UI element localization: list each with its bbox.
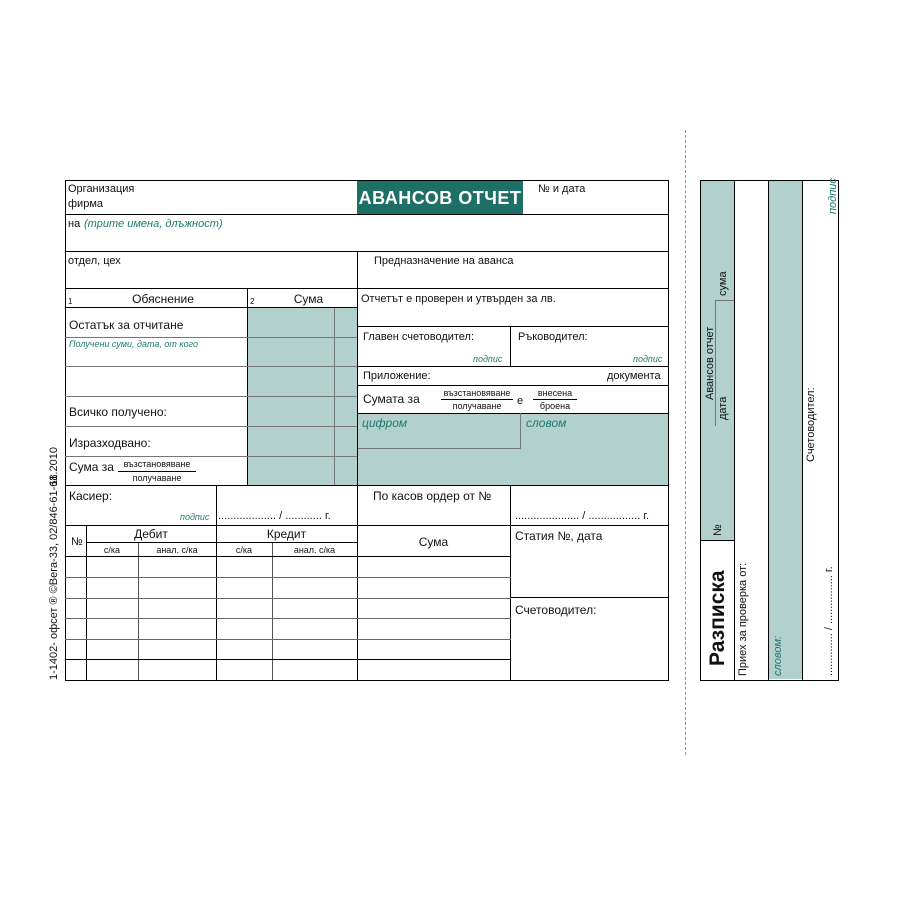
- receiving-label: получаване: [132, 473, 182, 483]
- attachment-label: Приложение:: [363, 370, 431, 382]
- receipt-date-line: .............. / ................ г.: [823, 566, 835, 676]
- cash-order-date-line: ..................... / ................. г.: [515, 510, 650, 522]
- counted-label: броена: [539, 401, 571, 411]
- checked-label: Отчетът е проверен и утвърден за лв.: [361, 293, 556, 305]
- sum-header: Сума: [293, 292, 324, 306]
- cut-line: [685, 130, 686, 755]
- receipt-accountant-label: Счетоводител:: [805, 387, 817, 462]
- receipt-signature: подпис: [827, 178, 839, 214]
- manager-label: Ръководител:: [518, 331, 588, 343]
- form-border-right: [668, 180, 669, 681]
- receipt-fill-right: [769, 181, 802, 679]
- debit-anal: анал. с/ка: [156, 545, 198, 555]
- receipt-number-label: №: [712, 524, 724, 536]
- receipt-title: Разписка: [706, 570, 729, 666]
- cash-order-label: По касов ордер от №: [373, 489, 492, 503]
- documents-label: документа: [607, 370, 661, 382]
- accountant-label: Счетоводител:: [515, 603, 597, 617]
- title-banner: [357, 181, 523, 215]
- restore-label: възстановяване: [123, 459, 191, 469]
- to-hint: (трите имена, длъжност): [84, 218, 223, 230]
- total-received-label: Всичко получено:: [69, 405, 167, 419]
- verify-restore-label: възстановяване: [443, 388, 511, 398]
- remainder-label: Остатък за отчитане: [69, 318, 184, 332]
- number-date-label: № и дата: [538, 183, 586, 195]
- organization-label: Организация: [68, 183, 135, 195]
- amount-for-label-2: Сумата за: [363, 392, 420, 406]
- department-label: отдел, цех: [68, 255, 121, 267]
- print-date: 11.2010: [48, 447, 60, 486]
- receipt-sum-label: сума: [717, 271, 729, 296]
- explanation-header: Обяснение: [132, 292, 194, 306]
- words-label: словом: [526, 416, 567, 430]
- form-border-bottom: [65, 680, 669, 681]
- to-label: на: [68, 218, 81, 230]
- spent-label: Изразходвано:: [69, 436, 151, 450]
- receipt-words-label: словом:: [772, 635, 784, 676]
- amount-for-label: Сума за: [69, 460, 114, 474]
- purpose-label: Предназначение на аванса: [374, 255, 514, 267]
- form-title: АВАНСОВ ОТЧЕТ: [358, 188, 522, 208]
- digits-label: цифром: [362, 416, 408, 430]
- cashier-label: Касиер:: [69, 489, 113, 503]
- acc-sum-header: Сума: [418, 535, 449, 549]
- received-hint: Получени суми, дата, от кого: [69, 339, 198, 349]
- firm-label: фирма: [68, 198, 103, 210]
- chief-signature: подпис: [473, 354, 503, 364]
- printer-imprint: 1-1402- офсет ® ©Вега-33, 02/846-61-68: [48, 474, 60, 680]
- article-label: Статия №, дата: [515, 529, 603, 543]
- verify-receiving-label: получаване: [452, 401, 502, 411]
- col1-number: 1: [68, 297, 73, 306]
- is-label: е: [517, 395, 524, 407]
- acc-number-header: №: [71, 536, 83, 548]
- debit-sk: с/ка: [103, 545, 121, 555]
- deposited-label: внесена: [537, 388, 573, 398]
- credit-anal: анал. с/ка: [293, 545, 336, 555]
- receipt-date-label: дата: [717, 396, 729, 420]
- form-border-left: [65, 180, 66, 681]
- credit-sk: с/ка: [235, 545, 253, 555]
- chief-accountant-label: Главен счетоводител:: [363, 331, 475, 343]
- debit-header: Дебит: [134, 527, 168, 541]
- cashier-signature: подпис: [180, 512, 210, 522]
- credit-header: Кредит: [266, 527, 307, 541]
- cashier-date-line: ................... / ............ г.: [218, 510, 331, 522]
- receipt-report-label: Авансов отчет: [704, 326, 716, 400]
- received-for-check-label: Приех за проверка от:: [737, 562, 749, 676]
- manager-signature: подпис: [633, 354, 663, 364]
- col2-number: 2: [250, 297, 255, 306]
